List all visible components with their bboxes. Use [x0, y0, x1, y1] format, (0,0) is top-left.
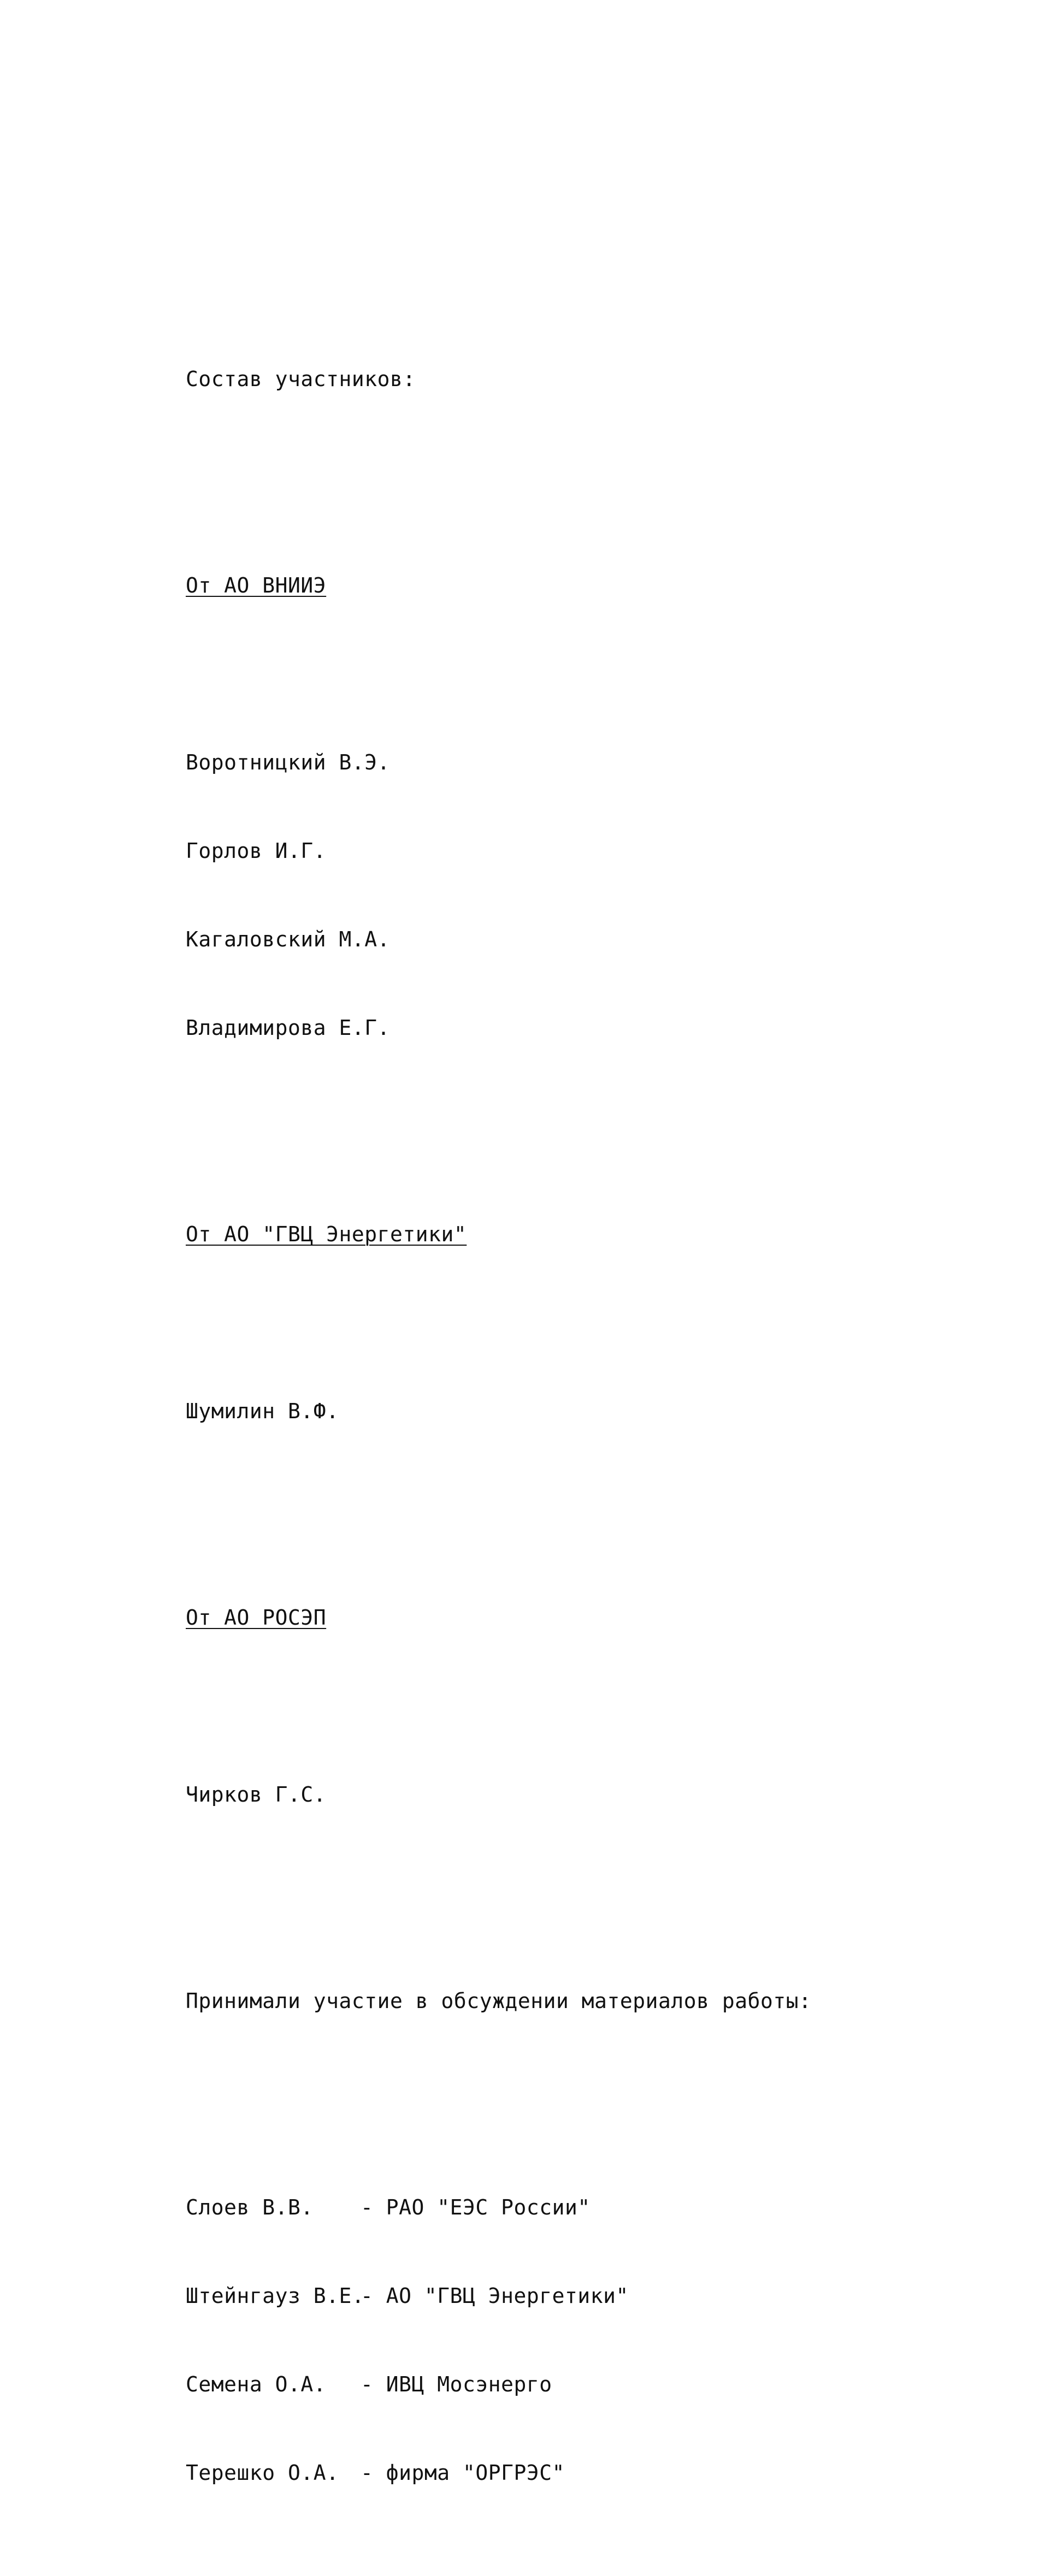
member-name: Горлов И.Г.	[186, 839, 327, 863]
document-body	[186, 276, 896, 2576]
spacer	[186, 659, 896, 689]
discussion-row	[186, 2370, 896, 2399]
discussion-name: Штейнгауз В.Е.	[186, 2284, 365, 2308]
spacer	[186, 1691, 896, 1721]
member-name: Владимирова Е.Г.	[186, 1016, 391, 1040]
spacer	[186, 453, 896, 482]
discussion-name: Слоев В.В.	[186, 2195, 314, 2219]
discussion-org: - фирма "ОРГРЭС"	[361, 2461, 565, 2485]
discussion-org: - РАО "ЕЭС России"	[361, 2195, 590, 2219]
discussion-row	[186, 2458, 896, 2488]
discussion-row	[186, 2281, 896, 2311]
spacer	[186, 1102, 896, 1131]
discussion-org: - АО "ГВЦ Энергетики"	[361, 2284, 629, 2308]
group-heading-vniie: От АО ВНИИЭ	[186, 573, 327, 597]
spacer	[186, 1308, 896, 1337]
group-heading-gvc: От АО "ГВЦ Энергетики"	[186, 1222, 467, 1246]
member-name: Кагаловский М.А.	[186, 927, 391, 951]
discussion-name: Семена О.А.	[186, 2372, 327, 2396]
spacer	[186, 1485, 896, 1514]
discussion-row	[186, 2193, 896, 2222]
discussion-name: Терешко О.А.	[186, 2461, 339, 2485]
member-name: Воротницкий В.Э.	[186, 750, 391, 774]
member-name: Шумилин В.Ф.	[186, 1399, 339, 1423]
discussion-title: Принимали участие в обсуждении материалов работы:	[186, 1989, 812, 2013]
discussion-org: - ИВЦ Мосэнерго	[361, 2372, 552, 2396]
spacer	[186, 1868, 896, 1898]
group-heading-rosep: От АО РОСЭП	[186, 1606, 327, 1630]
participants-title: Состав участников:	[186, 367, 416, 391]
member-name: Чирков Г.С.	[186, 1783, 327, 1807]
spacer	[186, 2075, 896, 2104]
